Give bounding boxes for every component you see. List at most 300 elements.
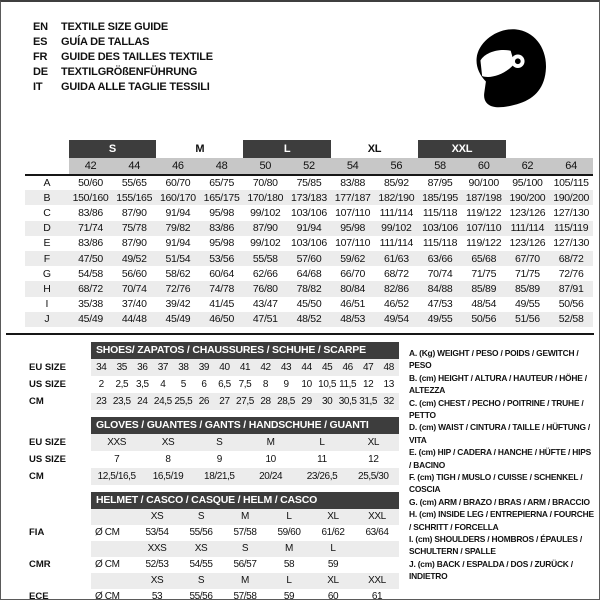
measurement-cell: 41/45 bbox=[209, 298, 234, 311]
measurement-cell: 49/55 bbox=[515, 298, 540, 311]
size-cell: 12 bbox=[363, 378, 374, 390]
measurement-cell: 51/56 bbox=[506, 312, 550, 327]
size-cell: 44 bbox=[296, 359, 317, 376]
legend-item: C. (cm) CHEST / PECHO / POITRINE / TRUHE / PETTO bbox=[409, 397, 584, 420]
standard-label: ECE bbox=[25, 589, 91, 600]
size-group-cell bbox=[25, 140, 69, 158]
measurement-cell: 45/49 bbox=[69, 312, 113, 327]
measurement-cell: 48/52 bbox=[287, 312, 331, 327]
measurement-cell: 190/200 bbox=[506, 190, 550, 205]
legend-item: H. (cm) INSIDE LEG / ENTREPIERNA / FOURCHE / SCHRITT / FORCELLA bbox=[409, 509, 594, 532]
legend-item: I. (cm) SHOULDERS / HOMBROS / ÉPAULES / SCHULTERN / SPALLE bbox=[409, 533, 583, 557]
measurement-cell: 83/86 bbox=[200, 221, 244, 236]
row-letter: H bbox=[25, 281, 69, 296]
measurement-cell: 111/114 bbox=[506, 221, 550, 236]
helmet-size-row bbox=[25, 509, 399, 525]
size-cell: 12,5/16,5 bbox=[91, 468, 142, 485]
size-cell: 46 bbox=[337, 359, 358, 376]
size-number-cell: 44 bbox=[112, 158, 156, 175]
size-cell: 10 bbox=[301, 378, 312, 390]
size-number-row bbox=[25, 158, 593, 175]
accessory-tables bbox=[25, 342, 399, 600]
measurement-row bbox=[25, 266, 593, 281]
size-group-cell: L bbox=[243, 140, 330, 158]
size-cell: 45 bbox=[317, 359, 338, 376]
helmet-size-cell: XXL bbox=[355, 573, 399, 589]
measurement-cell: 67/70 bbox=[506, 251, 550, 266]
language-row bbox=[33, 35, 213, 50]
measurement-cell: 48/53 bbox=[331, 312, 375, 327]
helmet-size-cell: L bbox=[267, 573, 311, 589]
measurement-cell: 47/53 bbox=[427, 298, 453, 311]
header bbox=[1, 2, 599, 112]
helmet-size-cell: 59 bbox=[283, 591, 295, 600]
size-cell: 39 bbox=[194, 359, 215, 376]
measurement-cell: 99/102 bbox=[250, 206, 281, 219]
size-group-cell: S bbox=[69, 140, 156, 158]
measurement-row bbox=[25, 312, 593, 327]
helmet-table-body bbox=[25, 509, 399, 600]
helmet-size-cell: 63/64 bbox=[365, 527, 389, 539]
measurement-cell: 83/86 bbox=[78, 206, 103, 219]
measurement-cell: 111/114 bbox=[379, 206, 414, 219]
measurement-cell: 56/60 bbox=[121, 267, 147, 280]
measurement-cell: 76/80 bbox=[243, 281, 287, 296]
diameter-unit: Ø CM bbox=[95, 559, 120, 571]
measurement-cell: 50/56 bbox=[462, 312, 506, 327]
measurement-cell: 68/72 bbox=[549, 251, 593, 266]
measurement-cell: 82/86 bbox=[375, 281, 419, 296]
measurement-cell: 87/91 bbox=[549, 281, 593, 296]
size-cell: 11 bbox=[317, 453, 327, 465]
size-cell: 24 bbox=[132, 393, 153, 410]
measurement-cell: 50/56 bbox=[558, 298, 584, 311]
measurement-cell: 103/106 bbox=[418, 221, 462, 236]
measurement-cell: 83/86 bbox=[78, 237, 103, 250]
measurement-cell: 71/75 bbox=[515, 267, 540, 280]
shoes-table-body bbox=[25, 359, 399, 410]
size-cell: 12 bbox=[368, 453, 379, 465]
size-cell: 35 bbox=[112, 359, 133, 376]
size-cell: 10,5 bbox=[318, 378, 337, 390]
helmet-size-cell: 53/54 bbox=[145, 527, 169, 539]
measurement-cell: 105/115 bbox=[553, 177, 589, 190]
size-cell: 6 bbox=[201, 378, 207, 390]
helmet-size-cell: XS bbox=[135, 573, 179, 589]
size-cell: 10 bbox=[265, 453, 276, 465]
size-cell: 7,5 bbox=[238, 378, 252, 390]
helmet-size-cell: 57/58 bbox=[233, 591, 257, 600]
row-letter: C bbox=[43, 206, 51, 219]
size-row bbox=[25, 359, 399, 376]
measurement-cell: 45/49 bbox=[156, 312, 200, 327]
size-cell: 4 bbox=[160, 378, 166, 390]
row-letter: B bbox=[25, 190, 69, 205]
helmet-size-cell: M bbox=[223, 509, 267, 525]
size-cell: 38 bbox=[173, 359, 194, 376]
helmet-size-cell: XL bbox=[311, 573, 355, 589]
helmet-size-cell: 55/56 bbox=[189, 591, 213, 600]
size-cell: S bbox=[194, 434, 245, 451]
measurement-cell: 103/106 bbox=[291, 206, 327, 219]
size-cell: 26 bbox=[194, 393, 215, 410]
measurement-cell: 48/54 bbox=[471, 298, 497, 311]
measurement-cell: 123/126 bbox=[509, 206, 546, 219]
measurement-cell: 107/110 bbox=[335, 237, 371, 250]
lower-section bbox=[25, 342, 594, 600]
size-cell: 16,5/19 bbox=[142, 468, 193, 485]
size-cell: 8 bbox=[262, 378, 269, 390]
row-letter: E bbox=[43, 237, 51, 250]
measurement-cell: 50/60 bbox=[78, 177, 103, 190]
measurement-cell: 185/195 bbox=[418, 190, 462, 205]
size-cell: 8 bbox=[165, 453, 171, 465]
size-cell: 31,5 bbox=[358, 393, 379, 410]
language-title: TEXTILGRÖßENFÜHRUNG bbox=[61, 66, 198, 78]
measurement-cell: 65/68 bbox=[462, 251, 506, 266]
measurement-row bbox=[25, 251, 593, 266]
language-code: DE bbox=[33, 66, 48, 78]
measurement-cell: 70/80 bbox=[252, 177, 278, 190]
measurement-cell: 62/66 bbox=[252, 267, 278, 280]
measurement-cell: 44/48 bbox=[112, 312, 156, 327]
measurement-cell: 177/187 bbox=[331, 190, 375, 205]
measurement-cell: 72/76 bbox=[558, 267, 584, 280]
standard-label bbox=[25, 509, 91, 525]
language-list bbox=[33, 20, 213, 112]
measurement-cell: 60/70 bbox=[165, 177, 191, 190]
measurement-cell: 53/56 bbox=[200, 251, 244, 266]
measurement-cell: 46/50 bbox=[200, 312, 244, 327]
size-number-cell: 48 bbox=[200, 158, 244, 175]
legend-item: G. (cm) ARM / BRAZO / BRAS / ARM / BRACCIO bbox=[409, 496, 590, 507]
measurement-cell: 78/82 bbox=[287, 281, 331, 296]
size-cell: 20/24 bbox=[245, 468, 296, 485]
measurement-cell: 95/100 bbox=[512, 177, 543, 190]
measurement-cell: 58/62 bbox=[165, 267, 191, 280]
size-row bbox=[25, 376, 399, 393]
measurement-cell: 91/94 bbox=[165, 237, 191, 250]
size-cell: L bbox=[296, 434, 347, 451]
helmet-size-cell: 60 bbox=[327, 591, 339, 600]
size-cell: 27 bbox=[214, 393, 235, 410]
measurement-cell: 123/126 bbox=[509, 237, 546, 250]
legend-item: F. (cm) TIGH / MUSLO / CUISSE / SCHENKEL / COSCIA bbox=[409, 471, 583, 495]
helmet-size-cell: M bbox=[267, 541, 311, 557]
row-letter: I bbox=[45, 298, 49, 311]
row-label: US SIZE bbox=[25, 451, 91, 468]
gloves-table-body bbox=[25, 434, 399, 485]
measurement-cell: 49/55 bbox=[418, 312, 462, 327]
measurement-cell: 85/92 bbox=[383, 177, 409, 190]
measurement-cell: 80/84 bbox=[331, 281, 375, 296]
standard-label bbox=[25, 573, 91, 589]
measurement-cell: 72/76 bbox=[156, 281, 200, 296]
language-row bbox=[33, 50, 213, 65]
helmet-size-cell: XXL bbox=[355, 509, 399, 525]
size-number-cell: 52 bbox=[287, 158, 331, 175]
legend-item: E. (cm) HIP / CADERA / HANCHE / HÜFTE / HIPS / BACINO bbox=[409, 447, 591, 470]
size-number-cell: 50 bbox=[243, 158, 287, 175]
gloves-table-title: GLOVES / GUANTES / GANTS / HANDSCHUHE / GUANTI bbox=[91, 417, 399, 434]
measurement-row bbox=[25, 297, 593, 312]
language-code: FR bbox=[33, 51, 48, 63]
measurement-cell: 107/110 bbox=[462, 221, 506, 236]
size-cell: XXS bbox=[91, 434, 142, 451]
measurement-cell: 75/85 bbox=[296, 177, 322, 190]
row-label: CM bbox=[25, 468, 91, 485]
size-cell: 9 bbox=[216, 453, 222, 465]
measurement-cell: 71/75 bbox=[471, 267, 497, 280]
measurement-cell: 43/47 bbox=[252, 298, 278, 311]
measurement-cell: 99/102 bbox=[250, 237, 281, 250]
measurement-cell: 165/175 bbox=[200, 190, 244, 205]
size-cell: 37 bbox=[153, 359, 174, 376]
measurement-cell: 66/70 bbox=[340, 267, 366, 280]
measurement-cell: 90/100 bbox=[468, 177, 499, 190]
language-code: ES bbox=[33, 36, 48, 48]
row-letter: D bbox=[25, 221, 69, 236]
measurement-cell: 173/183 bbox=[287, 190, 331, 205]
textile-size-table-body bbox=[25, 140, 593, 327]
measurement-cell: 57/60 bbox=[287, 251, 331, 266]
size-cell: 2,5 bbox=[115, 378, 129, 390]
row-letter: F bbox=[25, 251, 69, 266]
size-row bbox=[25, 434, 399, 451]
helmet-size-row bbox=[25, 589, 399, 600]
size-cell: 23/26,5 bbox=[296, 468, 347, 485]
size-cell: 27,5 bbox=[235, 393, 256, 410]
helmet-size-row bbox=[25, 573, 399, 589]
measurement-cell: 63/66 bbox=[418, 251, 462, 266]
helmet-size-cell: 54/55 bbox=[189, 559, 213, 571]
measurement-cell: 39/42 bbox=[165, 298, 191, 311]
measurement-cell: 115/118 bbox=[422, 237, 458, 250]
measurement-row bbox=[25, 190, 593, 205]
measurement-cell: 64/68 bbox=[296, 267, 322, 280]
size-group-cell: XL bbox=[367, 143, 382, 155]
size-number-cell: 60 bbox=[462, 158, 506, 175]
measurement-cell: 49/54 bbox=[375, 312, 419, 327]
size-cell: 2 bbox=[98, 378, 104, 390]
row-label: CM bbox=[25, 393, 91, 410]
helmet-size-cell: XS bbox=[135, 509, 179, 525]
size-cell: 9 bbox=[283, 378, 289, 390]
measurement-cell: 103/106 bbox=[291, 237, 327, 250]
helmet-size-cell: 55/56 bbox=[189, 527, 213, 539]
measurement-cell: 91/94 bbox=[165, 206, 191, 219]
measurement-legend bbox=[399, 342, 594, 600]
helmet-size-row bbox=[25, 557, 399, 573]
row-letter: G bbox=[42, 267, 51, 280]
standard-label: FIA bbox=[25, 525, 91, 541]
helmet-size-cell: S bbox=[179, 573, 223, 589]
size-cell: 25,5 bbox=[173, 393, 194, 410]
helmet-size-cell: XS bbox=[179, 541, 223, 557]
helmet-size-cell: S bbox=[179, 509, 223, 525]
measurement-cell: 55/65 bbox=[121, 177, 147, 190]
size-cell: 13 bbox=[383, 378, 394, 390]
size-number-cell: 64 bbox=[549, 158, 593, 175]
measurement-cell: 84/88 bbox=[418, 281, 462, 296]
measurement-cell: 51/54 bbox=[156, 251, 200, 266]
diameter-unit: Ø CM bbox=[95, 527, 120, 539]
measurement-cell: 83/88 bbox=[340, 177, 366, 190]
measurement-cell: 107/110 bbox=[335, 206, 371, 219]
size-number-cell: 46 bbox=[156, 158, 200, 175]
textile-size-table bbox=[25, 140, 593, 327]
measurement-cell: 70/74 bbox=[112, 281, 156, 296]
size-number-cell: 54 bbox=[331, 158, 375, 175]
measurement-cell: 87/95 bbox=[427, 177, 453, 190]
measurement-cell: 75/78 bbox=[112, 221, 156, 236]
size-number-cell: 58 bbox=[418, 158, 462, 175]
helmet-size-cell: 52/53 bbox=[145, 559, 169, 571]
size-cell: 3,5 bbox=[135, 378, 149, 390]
language-title: TEXTILE SIZE GUIDE bbox=[61, 21, 169, 33]
measurement-cell: 170/180 bbox=[243, 190, 287, 205]
full-face-helmet-icon bbox=[467, 24, 551, 112]
size-cell: 48 bbox=[378, 359, 399, 376]
measurement-cell: 47/50 bbox=[69, 251, 113, 266]
size-group-cell: XXL bbox=[418, 140, 505, 158]
corner-cell bbox=[25, 158, 69, 175]
size-cell: 42 bbox=[255, 359, 276, 376]
size-cell: 47 bbox=[358, 359, 379, 376]
size-row bbox=[25, 468, 399, 485]
diameter-unit: Ø CM bbox=[95, 591, 120, 600]
measurement-cell: 182/190 bbox=[375, 190, 419, 205]
language-title: GUIDE DES TAILLES TEXTILE bbox=[61, 51, 213, 63]
helmet-size-cell: S bbox=[223, 541, 267, 557]
measurement-cell: 49/52 bbox=[112, 251, 156, 266]
measurement-cell: 95/98 bbox=[331, 221, 375, 236]
helmet-size-cell bbox=[355, 541, 399, 557]
helmet-size-cell: XXS bbox=[135, 541, 179, 557]
row-label: EU SIZE bbox=[25, 434, 91, 451]
row-label: US SIZE bbox=[25, 376, 91, 393]
measurement-cell: 74/78 bbox=[200, 281, 244, 296]
measurement-cell: 65/75 bbox=[209, 177, 234, 190]
size-cell: 32 bbox=[378, 393, 399, 410]
legend-item: J. (cm) BACK / ESPALDA / DOS / ZURÜCK / INDIETRO bbox=[409, 558, 573, 582]
measurement-cell: 127/130 bbox=[553, 206, 590, 219]
measurement-row bbox=[25, 281, 593, 296]
language-title: GUÍA DE TALLAS bbox=[61, 36, 150, 48]
measurement-cell: 160/170 bbox=[156, 190, 200, 205]
size-cell: 11,5 bbox=[339, 378, 357, 390]
size-row bbox=[25, 451, 399, 468]
size-cell: 30,5 bbox=[337, 393, 358, 410]
language-code: IT bbox=[33, 81, 43, 93]
language-code: EN bbox=[33, 21, 48, 33]
size-cell: 25,5/30 bbox=[348, 468, 399, 485]
helmet-size-cell: L bbox=[311, 541, 355, 557]
measurement-cell: 87/90 bbox=[121, 206, 147, 219]
measurement-cell: 54/58 bbox=[78, 267, 103, 280]
legend-item: B. (cm) HEIGHT / ALTURA / HAUTEUR / HÖHE / ALTEZZA bbox=[409, 372, 587, 396]
helmet-size-cell: 61 bbox=[371, 591, 383, 600]
size-cell: 5 bbox=[180, 378, 186, 390]
measurement-cell: 70/74 bbox=[427, 267, 453, 280]
measurement-cell: 127/130 bbox=[553, 237, 590, 250]
size-cell: 23 bbox=[91, 393, 112, 410]
size-cell: 43 bbox=[276, 359, 297, 376]
diameter-unit bbox=[91, 573, 135, 589]
size-number-cell: 56 bbox=[375, 158, 419, 175]
measurement-cell: 35/38 bbox=[78, 298, 103, 311]
shoes-table bbox=[25, 342, 399, 410]
measurement-row bbox=[25, 205, 593, 220]
size-cell: 41 bbox=[235, 359, 256, 376]
size-cell: XL bbox=[348, 434, 399, 451]
measurement-cell: 87/90 bbox=[243, 221, 287, 236]
helmet-size-cell: 59/60 bbox=[277, 527, 301, 539]
language-row bbox=[33, 80, 213, 95]
helmet-size-cell bbox=[355, 557, 399, 573]
measurement-cell: 46/52 bbox=[383, 298, 409, 311]
measurement-cell: 155/165 bbox=[112, 190, 156, 205]
size-group-cell bbox=[506, 140, 550, 158]
measurement-cell: 61/63 bbox=[375, 251, 419, 266]
measurement-row bbox=[25, 236, 593, 251]
shoes-table-title: SHOES/ ZAPATOS / CHAUSSURES / SCHUHE / SCARPE bbox=[91, 342, 399, 359]
size-cell: 6,5 bbox=[218, 378, 231, 390]
size-cell: 28 bbox=[255, 393, 276, 410]
size-cell: 18/21,5 bbox=[194, 468, 245, 485]
measurement-cell: 37/40 bbox=[121, 298, 147, 311]
measurement-cell: 115/118 bbox=[422, 206, 458, 219]
measurement-row bbox=[25, 175, 593, 190]
measurement-cell: 71/74 bbox=[69, 221, 113, 236]
helmet-size-cell: M bbox=[223, 573, 267, 589]
size-number-cell: 62 bbox=[506, 158, 550, 175]
measurement-cell: 87/90 bbox=[121, 237, 147, 250]
size-group-row bbox=[25, 140, 593, 158]
measurement-cell: 187/198 bbox=[462, 190, 506, 205]
measurement-cell: 119/122 bbox=[466, 206, 502, 219]
row-label: EU SIZE bbox=[25, 359, 91, 376]
measurement-cell: 59/62 bbox=[331, 251, 375, 266]
helmet-size-row bbox=[25, 525, 399, 541]
language-row bbox=[33, 65, 213, 80]
standard-label: CMR bbox=[25, 557, 91, 573]
legend-item: D. (cm) WAIST / CINTURA / TAILLE / HÜFTUNG / VITA bbox=[409, 422, 591, 445]
size-cell: 30 bbox=[317, 393, 338, 410]
size-cell: 23,5 bbox=[112, 393, 133, 410]
size-cell: M bbox=[245, 434, 296, 451]
size-number-cell: 42 bbox=[69, 158, 113, 175]
measurement-cell: 85/89 bbox=[506, 281, 550, 296]
size-cell: 36 bbox=[132, 359, 153, 376]
diameter-unit bbox=[91, 541, 135, 557]
measurement-cell: 68/72 bbox=[383, 267, 409, 280]
gloves-table bbox=[25, 417, 399, 485]
legend-item: A. (Kg) WEIGHT / PESO / POIDS / GEWITCH / PESO bbox=[409, 347, 579, 371]
size-cell: XS bbox=[142, 434, 193, 451]
measurement-cell: 111/114 bbox=[379, 237, 414, 250]
measurement-cell: 119/122 bbox=[466, 237, 502, 250]
measurement-cell: 85/89 bbox=[462, 281, 506, 296]
helmet-table bbox=[25, 492, 399, 600]
size-cell: 34 bbox=[91, 359, 112, 376]
helmet-size-cell: L bbox=[267, 509, 311, 525]
helmet-size-cell: 57/58 bbox=[233, 527, 257, 539]
helmet-size-cell: 58 bbox=[283, 559, 295, 571]
measurement-cell: 68/72 bbox=[69, 281, 113, 296]
size-cell: 7 bbox=[114, 453, 120, 465]
measurement-row bbox=[25, 221, 593, 236]
